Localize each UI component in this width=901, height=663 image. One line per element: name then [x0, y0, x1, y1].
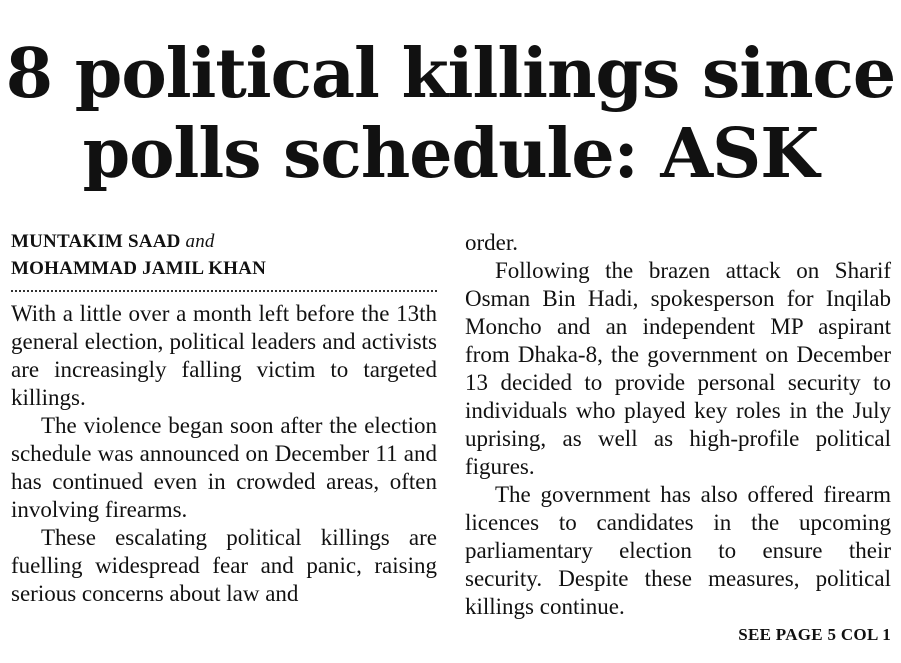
byline-line-1	[11, 228, 437, 255]
byline-divider	[11, 290, 437, 292]
jump-line[interactable]: SEE PAGE 5 COL 1	[738, 625, 891, 644]
byline-conjunction: and	[185, 231, 215, 252]
left-paragraph-2: The violence began soon after the election schedule was announced on December 11 and has continued even in crowded areas, often involving firearms.	[11, 413, 437, 522]
left-column	[11, 228, 437, 608]
right-paragraph-2: The government has also offered firearm licences to candidates in the upcoming parliamentary election to ensure their security. Despite these measures, political killings continue.	[465, 482, 891, 619]
left-paragraph-1: With a little over a month left before the 13th general election, political leaders and activists are increasingly falling victim to targeted killings.	[11, 301, 437, 410]
right-column	[465, 229, 891, 621]
headline-line-1: 8 political killings since	[5, 34, 896, 114]
right-paragraph-1: Following the brazen attack on Sharif Osman Bin Hadi, spokesperson for Inqilab Moncho and an independent MP aspirant from Dhaka-8, the government on December 13 decided to provide personal security to individuals who played key roles in the July uprising, as well as high-profile political figures.	[465, 258, 891, 479]
left-paragraph-3: These escalating political killings are fuelling widespread fear and panic, raising serious concerns about law and	[11, 525, 437, 606]
headline-line-2: polls schedule: ASK	[82, 114, 819, 194]
headline	[0, 34, 901, 194]
author-2: MOHAMMAD JAMIL KHAN	[11, 258, 266, 279]
right-continuation: order.	[465, 230, 519, 255]
byline	[11, 228, 437, 282]
author-1: MUNTAKIM SAAD	[11, 231, 181, 252]
